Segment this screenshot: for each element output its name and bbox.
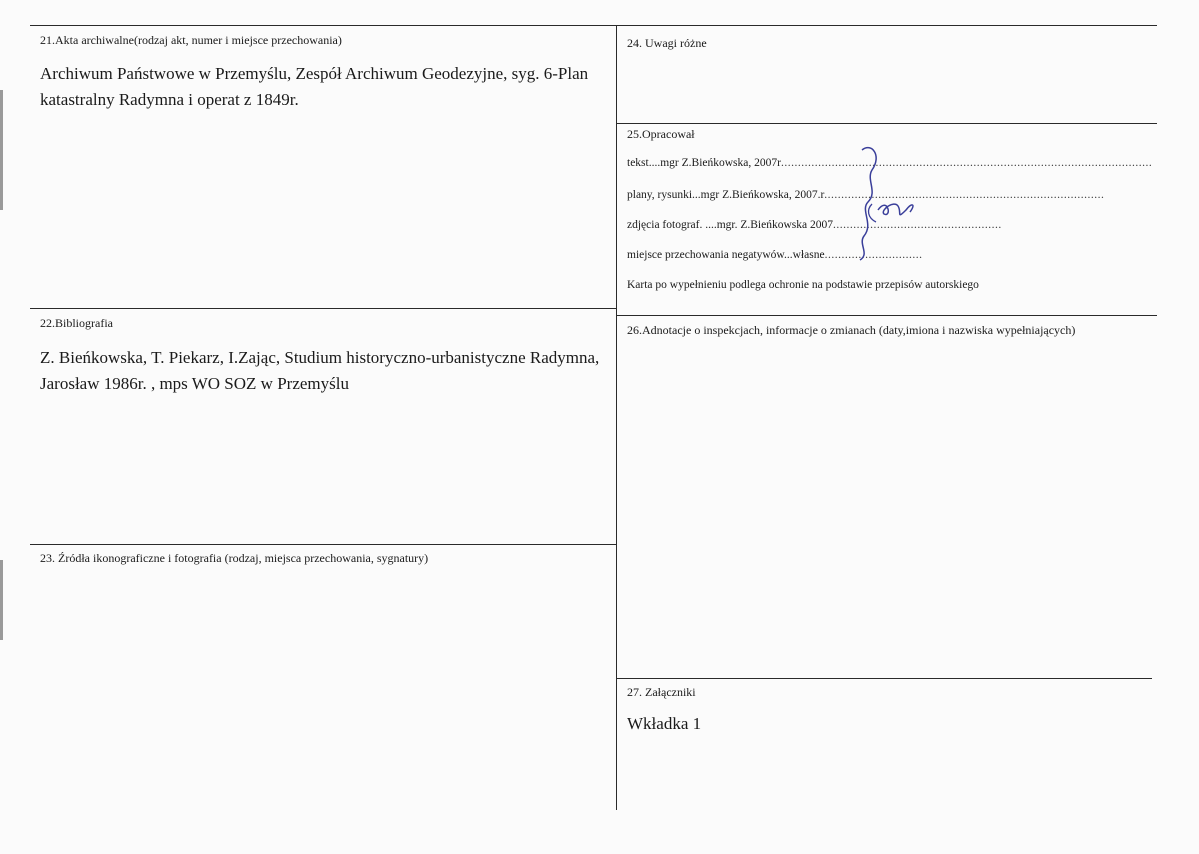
divider-26-27 <box>617 678 1152 679</box>
negatives-storage-value: miejsce przechowania negatywów...własne <box>627 249 825 261</box>
scan-edge-mark <box>0 90 3 210</box>
section-22-label: 22.Bibliografia <box>40 316 113 330</box>
section-23-label: 23. Źródła ikonograficzne i fotografia (rodzaj, miejsca przechowania, sygnatury) <box>40 551 429 565</box>
divider-21-22 <box>30 308 616 309</box>
section-27-label: 27. Załączniki <box>627 685 696 699</box>
negatives-storage-line: miejsce przechowania negatywów...własne............................. <box>627 249 923 261</box>
section-24-label: 24. Uwagi różne <box>627 36 707 50</box>
section-26-label: 26.Adnotacje o inspekcjach, informacje o zmianach (daty,imiona i nazwiska wypełniających) <box>627 323 1076 337</box>
form-column-divider <box>616 25 617 810</box>
author-drawings-value: plany, rysunki...mgr Z.Bieńkowska, 2007.r <box>627 189 825 201</box>
section-21-label: 21.Akta archiwalne(rodzaj akt, numer i miejsce przechowania) <box>40 33 342 47</box>
author-text-line: tekst....mgr Z.Bieńkowska, 2007r.............................................................................................................. <box>627 157 1153 169</box>
section-21-value-line1: Archiwum Państwowe w Przemyślu, Zespół Archiwum Geodezyjne, syg. 6-Plan <box>40 64 589 83</box>
section-25-label: 25.Opracował <box>627 127 695 141</box>
form-top-border <box>30 25 1157 26</box>
divider-25-26 <box>617 315 1157 316</box>
author-photos-value: zdjęcia fotograf. ....mgr. Z.Bieńkowska 2007 <box>627 219 833 231</box>
author-photos-line: zdjęcia fotograf. ....mgr. Z.Bieńkowska 2007.................................................. <box>627 219 1002 231</box>
section-22-value-line1: Z. Bieńkowska, T. Piekarz, I.Zając, Studium historyczno-urbanistyczne Radymna, <box>40 348 600 367</box>
scan-edge-mark <box>0 560 3 640</box>
author-text-value: tekst....mgr Z.Bieńkowska, 2007r <box>627 157 781 169</box>
section-27-value: Wkładka 1 <box>627 714 702 733</box>
section-22-value-line2: Jarosław 1986r. , mps WO SOZ w Przemyślu <box>40 374 349 393</box>
section-21-value-line2: katastralny Radymna i operat z 1849r. <box>40 90 299 109</box>
divider-22-23 <box>30 544 616 545</box>
author-drawings-line: plany, rysunki...mgr Z.Bieńkowska, 2007.r................................................................................... <box>627 189 1105 201</box>
handwritten-signature-icon <box>850 140 930 265</box>
copyright-note: Karta po wypełnieniu podlega ochronie na podstawie przepisów autorskiego <box>627 279 979 291</box>
divider-24-25 <box>617 123 1157 124</box>
